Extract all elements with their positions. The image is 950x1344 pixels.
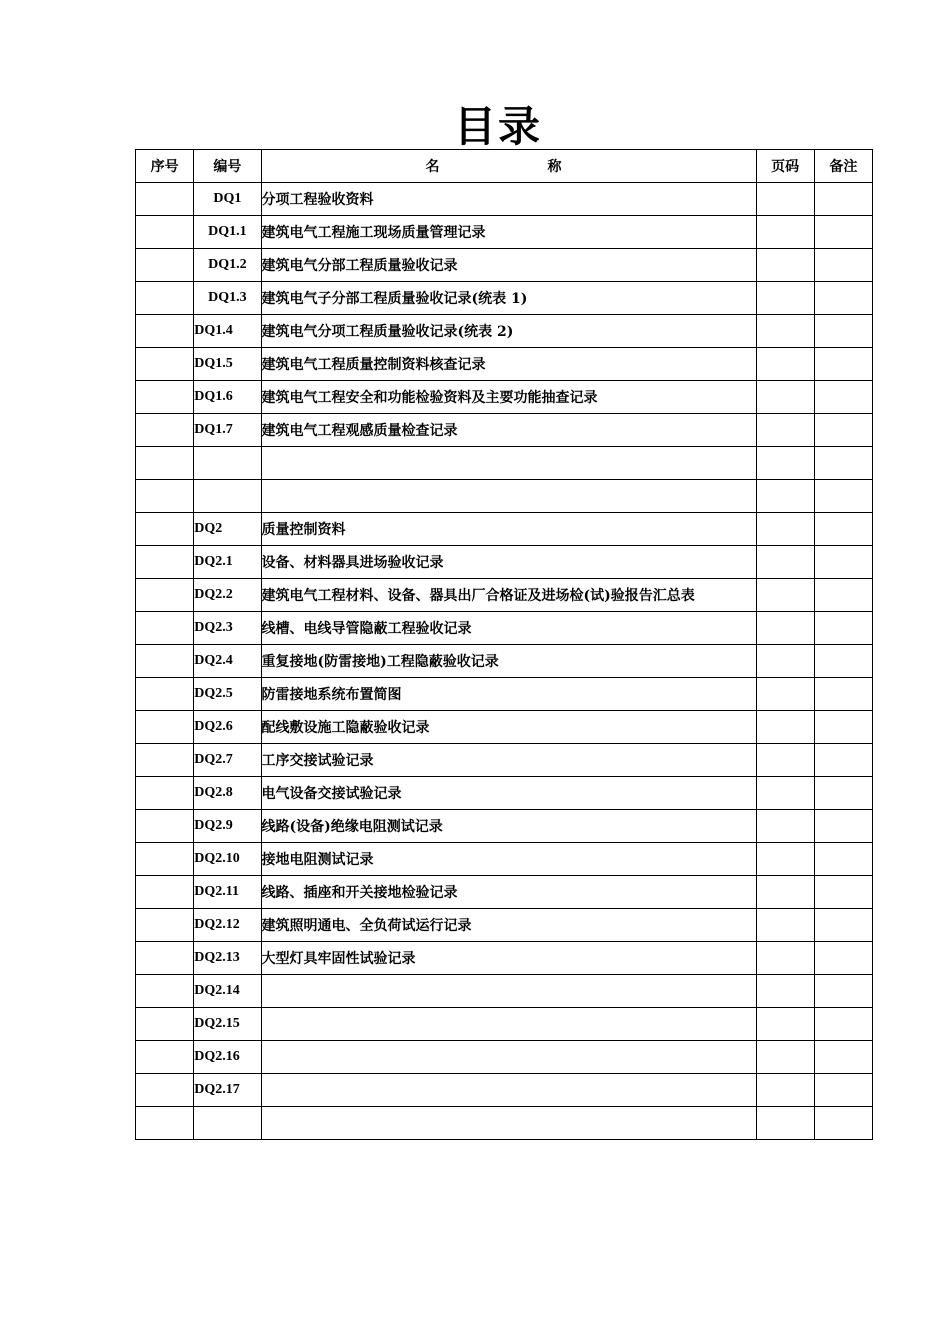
row-name-cell <box>261 975 756 1008</box>
table-row <box>136 678 873 711</box>
row-note-cell <box>814 1107 872 1140</box>
row-note-cell <box>814 678 872 711</box>
header-code: 编号 <box>194 150 261 183</box>
row-note-cell <box>814 348 872 381</box>
row-page-cell <box>756 447 814 480</box>
row-page-cell <box>756 1107 814 1140</box>
row-seq-cell <box>136 909 194 942</box>
row-page-cell <box>756 645 814 678</box>
row-page-cell <box>756 348 814 381</box>
row-seq-cell <box>136 1041 194 1074</box>
row-name-cell: 建筑电气工程安全和功能检验资料及主要功能抽查记录 <box>261 381 756 414</box>
row-name-cell: 建筑电气分部工程质量验收记录 <box>261 249 756 282</box>
row-code-cell: DQ1.2 <box>194 249 261 282</box>
row-seq-cell <box>136 711 194 744</box>
row-seq-cell <box>136 447 194 480</box>
row-name-cell: 线路、插座和开关接地检验记录 <box>261 876 756 909</box>
row-seq-cell <box>136 579 194 612</box>
table-row <box>136 777 873 810</box>
row-note-cell <box>814 942 872 975</box>
row-name-cell: 建筑电气工程施工现场质量管理记录 <box>261 216 756 249</box>
row-seq-cell <box>136 876 194 909</box>
row-seq-cell <box>136 810 194 843</box>
table-row <box>136 1074 873 1107</box>
toc-table <box>135 149 873 1140</box>
row-note-cell <box>814 909 872 942</box>
row-note-cell <box>814 1008 872 1041</box>
row-name-cell: 建筑照明通电、全负荷试运行记录 <box>261 909 756 942</box>
row-page-cell <box>756 744 814 777</box>
table-row <box>136 1107 873 1140</box>
row-page-cell <box>756 612 814 645</box>
row-page-cell <box>756 876 814 909</box>
row-note-cell <box>814 744 872 777</box>
row-code-cell: DQ2 <box>194 513 261 546</box>
row-code-cell: DQ2.17 <box>194 1074 261 1107</box>
row-note-cell <box>814 645 872 678</box>
row-name-cell: 电气设备交接试验记录 <box>261 777 756 810</box>
header-seq: 序号 <box>136 150 194 183</box>
row-code-cell <box>194 1107 261 1140</box>
row-note-cell <box>814 183 872 216</box>
row-note-cell <box>814 513 872 546</box>
row-seq-cell <box>136 942 194 975</box>
row-seq-cell <box>136 183 194 216</box>
row-note-cell <box>814 249 872 282</box>
table-row <box>136 216 873 249</box>
row-page-cell <box>756 843 814 876</box>
row-seq-cell <box>136 414 194 447</box>
row-page-cell <box>756 480 814 513</box>
table-row <box>136 942 873 975</box>
row-seq-cell <box>136 348 194 381</box>
row-seq-cell <box>136 612 194 645</box>
row-page-cell <box>756 711 814 744</box>
row-code-cell: DQ1.5 <box>194 348 261 381</box>
row-code-cell: DQ1.7 <box>194 414 261 447</box>
header-name <box>261 150 756 183</box>
row-seq-cell <box>136 381 194 414</box>
table-row <box>136 183 873 216</box>
row-name-cell <box>261 1074 756 1107</box>
row-seq-cell <box>136 777 194 810</box>
row-name-cell: 重复接地(防雷接地)工程隐蔽验收记录 <box>261 645 756 678</box>
row-note-cell <box>814 1041 872 1074</box>
table-row <box>136 1008 873 1041</box>
table-row <box>136 249 873 282</box>
row-seq-cell <box>136 975 194 1008</box>
row-name-cell: 设备、材料器具进场验收记录 <box>261 546 756 579</box>
row-code-cell: DQ2.16 <box>194 1041 261 1074</box>
row-page-cell <box>756 777 814 810</box>
row-page-cell <box>756 414 814 447</box>
row-note-cell <box>814 282 872 315</box>
table-header-row <box>136 150 873 183</box>
table-row <box>136 579 873 612</box>
table-row <box>136 315 873 348</box>
row-name-cell: 质量控制资料 <box>261 513 756 546</box>
row-code-cell: DQ2.9 <box>194 810 261 843</box>
row-note-cell <box>814 975 872 1008</box>
row-note-cell <box>814 414 872 447</box>
row-seq-cell <box>136 315 194 348</box>
row-page-cell <box>756 579 814 612</box>
row-page-cell <box>756 513 814 546</box>
row-note-cell <box>814 447 872 480</box>
row-page-cell <box>756 546 814 579</box>
table-row <box>136 348 873 381</box>
row-page-cell <box>756 1041 814 1074</box>
row-name-cell: 大型灯具牢固性试验记录 <box>261 942 756 975</box>
table-row <box>136 744 873 777</box>
row-seq-cell <box>136 480 194 513</box>
row-seq-cell <box>136 546 194 579</box>
row-code-cell: DQ2.11 <box>194 876 261 909</box>
row-note-cell <box>814 843 872 876</box>
table-row <box>136 282 873 315</box>
row-code-cell: DQ1.1 <box>194 216 261 249</box>
row-name-cell: 线路(设备)绝缘电阻测试记录 <box>261 810 756 843</box>
table-row <box>136 876 873 909</box>
row-note-cell <box>814 579 872 612</box>
row-code-cell <box>194 447 261 480</box>
table-row <box>136 810 873 843</box>
row-seq-cell <box>136 249 194 282</box>
table-row <box>136 711 873 744</box>
row-seq-cell <box>136 843 194 876</box>
row-page-cell <box>756 381 814 414</box>
table-row <box>136 447 873 480</box>
row-name-cell: 建筑电气工程材料、设备、器具出厂合格证及进场检(试)验报告汇总表 <box>261 579 756 612</box>
row-name-cell: 工序交接试验记录 <box>261 744 756 777</box>
table-row <box>136 381 873 414</box>
row-note-cell <box>814 810 872 843</box>
row-seq-cell <box>136 678 194 711</box>
row-code-cell: DQ1.3 <box>194 282 261 315</box>
row-code-cell: DQ1.6 <box>194 381 261 414</box>
row-code-cell: DQ2.3 <box>194 612 261 645</box>
row-code-cell: DQ2.1 <box>194 546 261 579</box>
row-seq-cell <box>136 645 194 678</box>
row-note-cell <box>814 711 872 744</box>
row-page-cell <box>756 678 814 711</box>
row-name-cell: 建筑电气工程观感质量检查记录 <box>261 414 756 447</box>
row-note-cell <box>814 480 872 513</box>
row-name-cell: 线槽、电线导管隐蔽工程验收记录 <box>261 612 756 645</box>
row-note-cell <box>814 216 872 249</box>
row-code-cell: DQ2.10 <box>194 843 261 876</box>
row-name-cell: 建筑电气分项工程质量验收记录(统表 2) <box>261 315 756 348</box>
row-seq-cell <box>136 744 194 777</box>
row-seq-cell <box>136 1008 194 1041</box>
row-page-cell <box>756 909 814 942</box>
row-name-cell: 防雷接地系统布置简图 <box>261 678 756 711</box>
row-code-cell: DQ1.4 <box>194 315 261 348</box>
header-name-part2: 称 <box>547 159 562 175</box>
table-row <box>136 513 873 546</box>
row-name-cell: 建筑电气工程质量控制资料核查记录 <box>261 348 756 381</box>
row-code-cell: DQ2.5 <box>194 678 261 711</box>
row-code-cell: DQ2.7 <box>194 744 261 777</box>
row-note-cell <box>814 546 872 579</box>
row-code-cell: DQ2.2 <box>194 579 261 612</box>
row-page-cell <box>756 282 814 315</box>
row-code-cell: DQ2.8 <box>194 777 261 810</box>
row-seq-cell <box>136 1107 194 1140</box>
row-note-cell <box>814 315 872 348</box>
row-note-cell <box>814 777 872 810</box>
row-page-cell <box>756 942 814 975</box>
row-seq-cell <box>136 513 194 546</box>
row-name-cell: 分项工程验收资料 <box>261 183 756 216</box>
row-seq-cell <box>136 216 194 249</box>
row-page-cell <box>756 315 814 348</box>
table-row <box>136 414 873 447</box>
row-page-cell <box>756 975 814 1008</box>
page-title: 目录 <box>453 102 542 151</box>
row-seq-cell <box>136 282 194 315</box>
header-name-part1: 名 <box>425 159 440 175</box>
table-row <box>136 909 873 942</box>
row-name-cell: 配线敷设施工隐蔽验收记录 <box>261 711 756 744</box>
row-page-cell <box>756 1074 814 1107</box>
row-code-cell: DQ2.14 <box>194 975 261 1008</box>
row-code-cell <box>194 480 261 513</box>
row-page-cell <box>756 249 814 282</box>
row-name-cell: 建筑电气子分部工程质量验收记录(统表 1) <box>261 282 756 315</box>
table-row <box>136 546 873 579</box>
row-code-cell: DQ2.15 <box>194 1008 261 1041</box>
row-code-cell: DQ2.4 <box>194 645 261 678</box>
row-page-cell <box>756 183 814 216</box>
table-row <box>136 843 873 876</box>
row-code-cell: DQ1 <box>194 183 261 216</box>
row-note-cell <box>814 381 872 414</box>
row-name-cell <box>261 447 756 480</box>
row-name-cell <box>261 1008 756 1041</box>
row-name-cell <box>261 480 756 513</box>
row-code-cell: DQ2.6 <box>194 711 261 744</box>
table-row <box>136 1041 873 1074</box>
header-note: 备注 <box>814 150 872 183</box>
row-note-cell <box>814 1074 872 1107</box>
row-page-cell <box>756 810 814 843</box>
row-note-cell <box>814 612 872 645</box>
row-page-cell <box>756 216 814 249</box>
row-note-cell <box>814 876 872 909</box>
row-code-cell: DQ2.13 <box>194 942 261 975</box>
row-code-cell: DQ2.12 <box>194 909 261 942</box>
header-page: 页码 <box>756 150 814 183</box>
row-name-cell <box>261 1041 756 1074</box>
row-page-cell <box>756 1008 814 1041</box>
row-seq-cell <box>136 1074 194 1107</box>
row-name-cell <box>261 1107 756 1140</box>
table-row <box>136 645 873 678</box>
table-row <box>136 612 873 645</box>
row-name-cell: 接地电阻测试记录 <box>261 843 756 876</box>
table-row <box>136 975 873 1008</box>
table-row <box>136 480 873 513</box>
